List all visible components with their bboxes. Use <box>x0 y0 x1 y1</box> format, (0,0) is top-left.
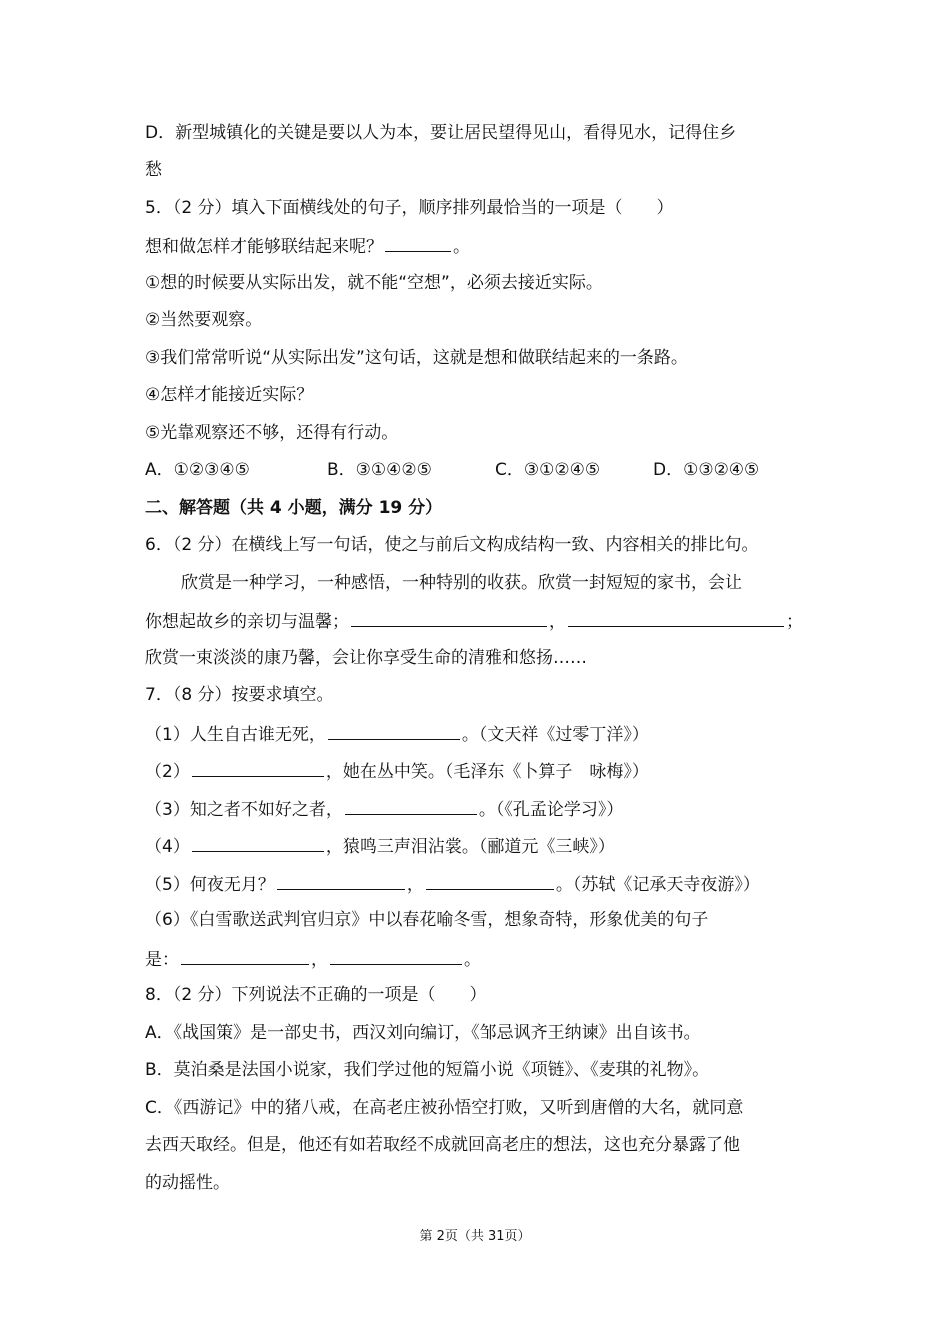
q7-item-6-line1: （6）《白雪歌送武判官归京》中以春花喻冬雪，想象奇特，形象优美的句子 <box>145 910 709 930</box>
q8-option-b[interactable]: B．莫泊桑是法国小说家，我们学过他的短篇小说《项链》、《麦琪的礼物》。 <box>145 1060 710 1080</box>
q8-option-c-line2: 去西天取经。但是，他还有如若取经不成就回高老庄的想法，这也充分暴露了他 <box>145 1135 740 1155</box>
q7-item-5-text: （5）何夜无月？ <box>145 875 275 895</box>
q5-sentence-prefix: 想和做怎样才能够联结起来呢？ <box>145 237 383 257</box>
q8-option-a[interactable]: A．《战国策》是一部史书，西汉刘向编订，《邹忌讽齐王纳谏》出自该书。 <box>145 1023 701 1043</box>
q6-line2-suffix: ； <box>786 612 803 632</box>
q7-item-2 <box>145 758 649 784</box>
q8-stem: 8．（2 分）下列说法不正确的一项是（ ） <box>145 985 487 1005</box>
q6-blank-2[interactable] <box>568 608 784 627</box>
q7-item-5-comma: ， <box>406 875 424 895</box>
q4-option-d-line1: D．新型城镇化的关键是要以人为本，要让居民望得见山，看得见水，记得住乡 <box>145 123 737 143</box>
q8-option-c-line3: 的动摇性。 <box>145 1173 230 1193</box>
q7-item-6-comma: ， <box>311 950 328 970</box>
q5-item-4: ④怎样才能接近实际？ <box>145 385 314 405</box>
q7-item-2-blank[interactable] <box>192 758 324 777</box>
q5-item-3: ③我们常常听说“从实际出发”这句话，这就是想和做联结起来的一条路。 <box>145 348 688 368</box>
q7-item-5-source: 。（苏轼《记承天寺夜游》） <box>555 875 760 895</box>
q7-item-5-blank-1[interactable] <box>277 871 405 890</box>
q5-option-a[interactable]: A．①②③④⑤ <box>145 460 250 480</box>
q4-option-d-line2: 愁 <box>145 160 162 180</box>
q5-option-d[interactable]: D．①③②④⑤ <box>653 460 760 480</box>
q7-item-6-end: 。 <box>464 950 481 970</box>
q5-item-1: ①想的时候要从实际出发，就不能“空想”，必须去接近实际。 <box>145 273 603 293</box>
q5-option-c[interactable]: C．③①②④⑤ <box>495 460 601 480</box>
q6-blank-1[interactable] <box>351 608 547 627</box>
q7-item-4-text: ，猿鸣三声泪沾裳。（郦道元《三峡》） <box>325 837 615 857</box>
q7-item-3-source: 。（《孔孟论学习》） <box>478 800 624 820</box>
q6-line2-prefix: 你想起故乡的亲切与温馨； <box>145 612 349 632</box>
q7-item-3-blank[interactable] <box>345 796 477 815</box>
section-2-title: 二、解答题（共 4 小题，满分 19 分） <box>145 498 443 518</box>
q7-item-3-text: （3）知之者不如好之者， <box>145 800 343 820</box>
q8-option-c-line1[interactable]: C．《西游记》中的猪八戒，在高老庄被孙悟空打败，又听到唐僧的大名，就同意 <box>145 1098 744 1118</box>
q7-item-3 <box>145 796 623 822</box>
q7-item-5-blank-2[interactable] <box>426 871 554 890</box>
q6-paragraph-line3: 欣赏一束淡淡的康乃馨，会让你享受生命的清雅和悠扬…… <box>145 648 587 668</box>
page-footer: 第 2页（共 31页） <box>419 1229 531 1244</box>
q6-paragraph-line1: 欣赏是一种学习，一种感悟，一种特别的收获。欣赏一封短短的家书，会让 <box>181 573 742 593</box>
q7-item-1-text: （1）人生自古谁无死， <box>145 725 326 745</box>
q5-option-b[interactable]: B．③①④②⑤ <box>327 460 432 480</box>
q7-item-6-blank-2[interactable] <box>330 946 462 965</box>
q5-answer-blank[interactable] <box>385 233 451 252</box>
q7-item-6-lead: 是： <box>145 950 179 970</box>
q7-item-6-blank-1[interactable] <box>181 946 309 965</box>
q7-item-1-source: 。（文天祥《过零丁洋》） <box>461 725 649 745</box>
q6-stem: 6．（2 分）在横线上写一句话，使之与前后文构成结构一致、内容相关的排比句。 <box>145 535 759 555</box>
q7-item-1 <box>145 721 649 747</box>
q7-item-6-line2 <box>145 946 481 972</box>
q5-sentence-suffix: 。 <box>453 237 470 257</box>
q7-item-4-blank[interactable] <box>192 833 324 852</box>
q7-item-2-number: （2） <box>145 762 190 782</box>
q7-item-5 <box>145 871 760 897</box>
q5-sentence <box>145 233 470 259</box>
q7-item-4 <box>145 833 615 859</box>
q6-line2-mid: ， <box>549 612 566 632</box>
q7-stem: 7．（8 分）按要求填空。 <box>145 685 334 705</box>
q5-item-5: ⑤光靠观察还不够，还得有行动。 <box>145 423 399 443</box>
q6-paragraph-line2 <box>145 608 803 634</box>
q5-stem: 5．（2 分）填入下面横线处的句子，顺序排列最恰当的一项是（ ） <box>145 198 674 218</box>
q5-item-2: ②当然要观察。 <box>145 310 263 330</box>
q7-item-4-number: （4） <box>145 837 190 857</box>
q7-item-1-blank[interactable] <box>328 721 460 740</box>
q7-item-2-text: ，她在丛中笑。（毛泽东《卜算子 咏梅》） <box>325 762 649 782</box>
